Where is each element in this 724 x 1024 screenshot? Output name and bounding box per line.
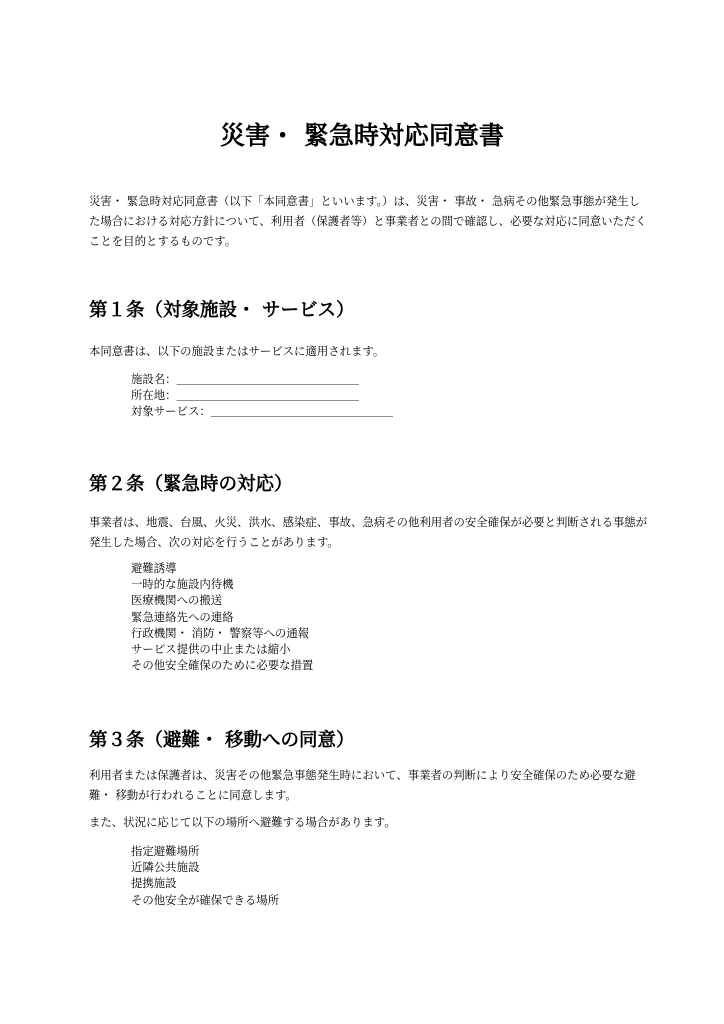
article-3-body-2: また、状況に応じて以下の場所へ避難する場合があります。 <box>89 815 396 829</box>
list-item: その他安全が確保できる場所 <box>131 892 280 907</box>
list-item: 医療機関への搬送 <box>131 593 223 608</box>
article-3-list <box>131 843 279 908</box>
article-3-heading: 第３条（避難・ 移動への同意） <box>89 730 355 751</box>
list-item: 指定避難場所 <box>131 844 200 858</box>
list-item: 緊急連絡先への連絡 <box>131 609 234 624</box>
field-facility-name: 施設名：＿＿＿＿＿＿＿＿＿＿＿＿＿＿＿＿ <box>131 372 359 386</box>
field-address: 所在地：＿＿＿＿＿＿＿＿＿＿＿＿＿＿＿＿ <box>131 388 359 403</box>
list-item: 提携施設 <box>131 876 177 891</box>
article-1-fields <box>131 371 393 420</box>
list-item: 近隣公共施設 <box>131 860 200 875</box>
article-1-heading: 第１条（対象施設・ サービス） <box>89 300 355 321</box>
article-2-heading: 第２条（緊急時の対応） <box>89 474 293 495</box>
article-1-body: 本同意書は、以下の施設またはサービスに適用されます。 <box>89 344 385 358</box>
list-item: 避難誘導 <box>131 561 177 575</box>
list-item: サービス提供の中止または縮小 <box>131 642 291 657</box>
article-2-list <box>131 560 313 673</box>
field-target-service: 対象サービス：＿＿＿＿＿＿＿＿＿＿＿＿＿＿＿＿ <box>131 404 393 419</box>
article-2-body: 事業者は、地震、台風、火災、洪水、感染症、事故、急病その他利用者の安全確保が必要と判断される事態が発生した場合、次の対応を行うことがあります。 <box>89 515 648 549</box>
list-item: その他安全確保のために必要な措置 <box>131 658 314 673</box>
list-item: 行政機関・ 消防・ 警察等への通報 <box>131 625 310 640</box>
list-item: 一時的な施設内待機 <box>131 577 234 592</box>
document-title: 災害・ 緊急時対応同意書 <box>220 121 504 150</box>
intro-paragraph: 災害・ 緊急時対応同意書（以下「本同意書」といいます。）は、災害・ 事故・ 急病その他緊急事態が発生した場合における対応方針について、利用者（保護者等）と事業者との間で確認し、必要な対応に同意いただくことを目的とするものです。 <box>89 194 647 248</box>
article-3-body: 利用者または保護者は、災害その他緊急事態発生時において、事業者の判断により安全確保のため必要な避難・ 移動が行われることに同意します。 <box>89 768 636 802</box>
